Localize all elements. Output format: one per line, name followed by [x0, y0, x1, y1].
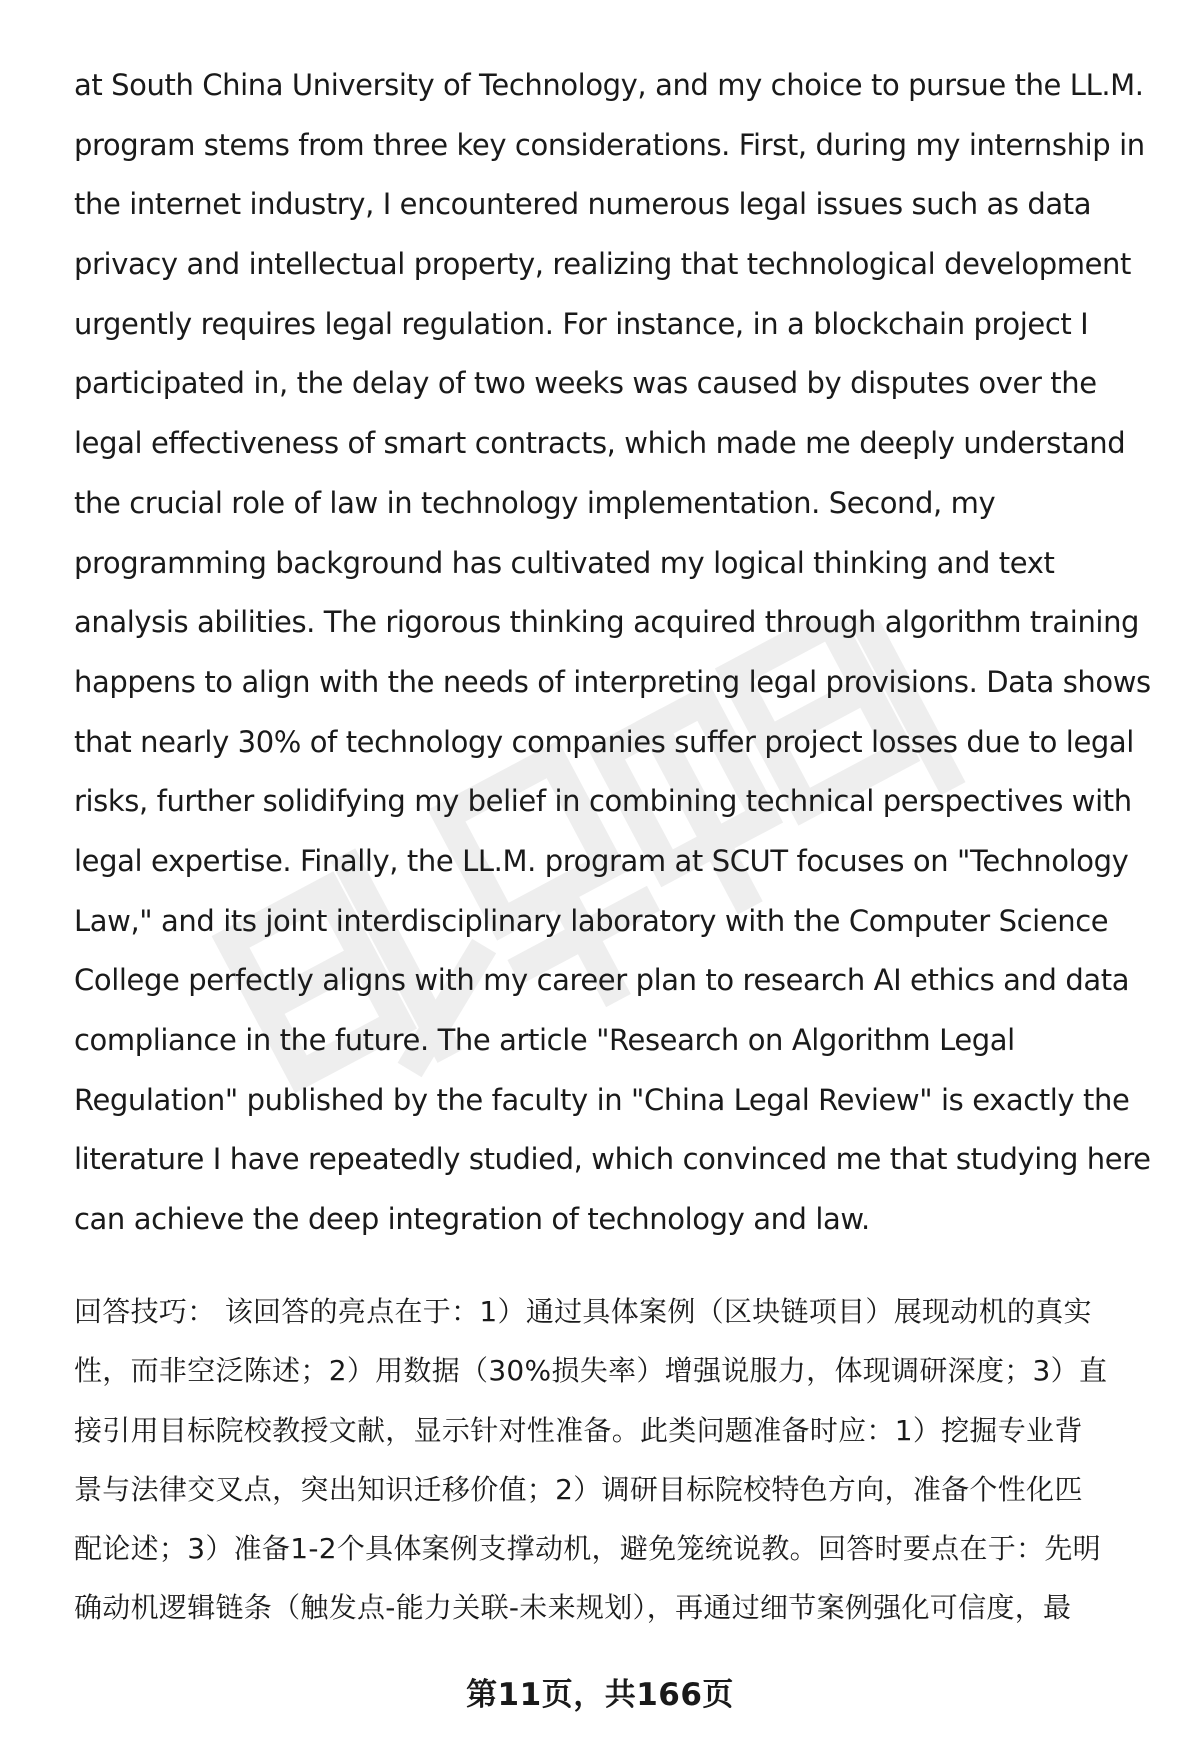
body-line: that nearly 30% of technology companies suffer project losses due to legal	[74, 724, 1134, 759]
body-line: analysis abilities. The rigorous thinking acquired through algorithm training	[74, 605, 1140, 640]
body-line: the internet industry, I encountered numerous legal issues such as data	[74, 187, 1092, 222]
tips-line: 确动机逻辑链条（触发点-能力关联-未来规划），再通过细节案例强化可信度，最	[74, 1591, 1072, 1625]
tips-line: 回答技巧： 该回答的亮点在于：1）通过具体案例（区块链项目）展现动机的真实	[74, 1295, 1092, 1328]
body-line: privacy and intellectual property, realizing that technological development	[74, 247, 1131, 282]
body-line: literature I have repeatedly studied, which convinced me that studying here	[74, 1142, 1151, 1177]
body-line: program stems from three key considerations. First, during my internship in	[74, 127, 1145, 162]
body-line: participated in, the delay of two weeks was caused by disputes over the	[74, 366, 1097, 401]
body-text	[74, 56, 1160, 1250]
body-line: at South China University of Technology, and my choice to pursue the LL.M.	[74, 68, 1144, 102]
tips-line: 景与法律交叉点，突出知识迁移价值；2）调研目标院校特色方向，准备个性化匹	[74, 1472, 1083, 1506]
body-line: Law," and its joint interdisciplinary laboratory with the Computer Science	[74, 903, 1109, 938]
body-line: programming background has cultivated my logical thinking and text	[74, 545, 1055, 580]
body-line: can achieve the deep integration of technology and law.	[74, 1202, 870, 1237]
answer-tips	[74, 1282, 1160, 1638]
body-line: the crucial role of law in technology implementation. Second, my	[74, 485, 996, 520]
body-line: legal expertise. Finally, the LL.M. program at SCUT focuses on "Technology	[74, 843, 1129, 878]
body-line: College perfectly aligns with my career plan to research AI ethics and data	[74, 963, 1130, 998]
tips-line: 接引用目标院校教授文献，显示针对性准备。此类问题准备时应：1）挖掘专业背	[74, 1413, 1083, 1447]
body-line: risks, further solidifying my belief in combining technical perspectives with	[74, 784, 1132, 819]
tips-line: 性，而非空泛陈述；2）用数据（30%损失率）增强说服力，体现调研深度；3）直	[74, 1354, 1108, 1388]
page-number-footer: 第11页，共166页	[466, 1677, 734, 1713]
body-line: legal effectiveness of smart contracts, which made me deeply understand	[74, 426, 1126, 461]
body-line: happens to align with the needs of interpreting legal provisions. Data shows	[74, 664, 1151, 699]
tips-line: 配论述；3）准备1-2个具体案例支撑动机，避免笼统说教。回答时要点在于：先明	[74, 1532, 1101, 1566]
body-line: urgently requires legal regulation. For instance, in a blockchain project I	[74, 306, 1089, 341]
body-line: compliance in the future. The article "Research on Algorithm Legal	[74, 1023, 1015, 1057]
body-line: Regulation" published by the faculty in "China Legal Review" is exactly the	[74, 1082, 1130, 1117]
